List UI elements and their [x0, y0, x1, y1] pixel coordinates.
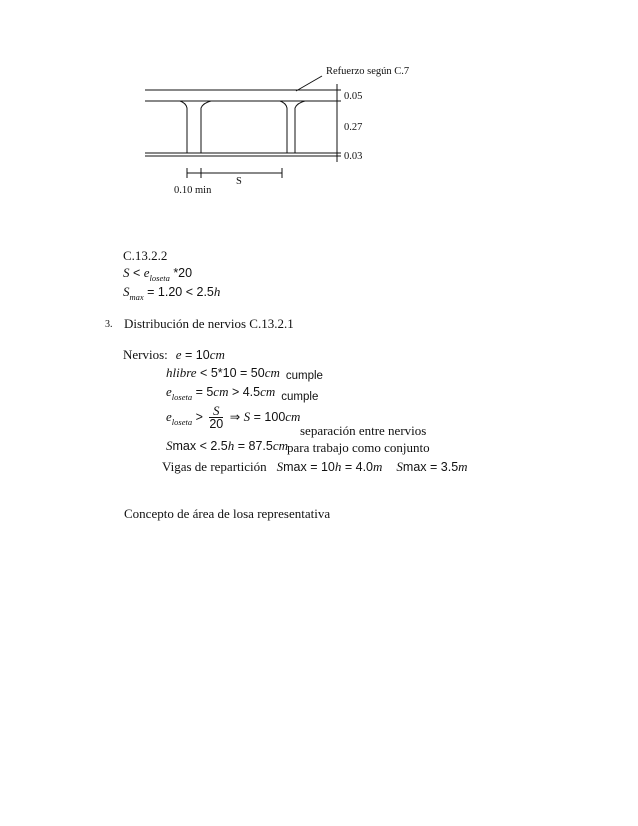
eq1-op: < — [129, 266, 144, 280]
smax-h: h — [227, 438, 235, 453]
nervios-label: Nervios: — [123, 347, 168, 362]
hlibre-lhs: hlibre — [166, 365, 197, 380]
frac-e: e — [166, 409, 172, 425]
e-rhs: = 10 — [181, 348, 210, 362]
smax-val: = 87.5 — [234, 439, 273, 453]
eloseta-unit1: cm — [213, 384, 229, 399]
frac-unit: cm — [285, 409, 301, 425]
eq2-sub: max — [129, 292, 144, 302]
frac-s: S — [243, 409, 251, 425]
separacion-note: separación entre nervios — [300, 423, 427, 438]
frac-num: S — [209, 404, 223, 418]
concepto-heading: Concepto de área de losa representativa — [124, 506, 331, 521]
reinforcement-label-text: Refuerzo según C.7 — [326, 66, 410, 77]
hlibre-rhs: < 5*10 = 50 — [196, 366, 265, 380]
eloseta-sub: loseta — [171, 392, 193, 402]
hlibre-line — [166, 364, 323, 382]
vigas-m1: m — [373, 459, 383, 474]
hlibre-unit: cm — [264, 365, 280, 380]
vigas-s2: S — [396, 459, 403, 474]
vigas-line — [162, 458, 468, 476]
fraction-line — [166, 404, 300, 431]
eq1-lhs: S — [123, 265, 130, 280]
vigas-eq2: max = 3.5 — [402, 460, 459, 474]
cumple-1: cumple — [285, 370, 323, 382]
smax-unit: cm — [272, 438, 288, 453]
e-lhs: e — [175, 347, 182, 362]
item-number: 3. — [105, 319, 113, 330]
slab-section-diagram — [0, 0, 638, 230]
equation-smax — [123, 283, 220, 301]
e-unit: cm — [209, 347, 225, 362]
smax-s: S — [166, 438, 173, 453]
eloseta-unit2: cm — [260, 384, 276, 399]
section-reference: C.13.2.2 — [123, 248, 168, 263]
cumple-2: cumple — [281, 391, 319, 403]
spacing-label: S — [236, 176, 242, 187]
eq2-h: h — [213, 284, 221, 299]
vigas-eq1b: = 4.0 — [341, 460, 374, 474]
smax-line — [166, 437, 288, 455]
smax-rhs: max < 2.5 — [172, 439, 228, 453]
dimension-middle: 0.27 — [344, 122, 363, 133]
frac-den: 20 — [209, 417, 224, 431]
reinforcement-label — [326, 66, 409, 78]
nervios-line — [123, 346, 225, 364]
frac-rhs: = 100 — [250, 410, 286, 425]
fraction — [209, 404, 223, 431]
eloseta-gt: > 4.5 — [228, 385, 261, 399]
para-trabajo-note: para trabajo como conjunto — [287, 440, 430, 455]
eloseta-rhs: = 5 — [192, 385, 214, 399]
eq1-sub: loseta — [149, 273, 170, 283]
vigas-m2: m — [458, 459, 468, 474]
item-title: Distribución de nervios C.13.2.1 — [124, 316, 294, 331]
vigas-label: Vigas de repartición — [162, 459, 267, 474]
vigas-h: h — [334, 459, 342, 474]
frac-impl: ⇒ — [226, 410, 244, 425]
eloseta-line — [166, 383, 318, 401]
vigas-s1: S — [276, 459, 284, 474]
frac-sub: loseta — [171, 417, 193, 428]
min-width-label: 0.10 min — [174, 185, 212, 196]
vigas-eq1: max = 10 — [283, 460, 335, 474]
eq1-rhs: *20 — [169, 266, 193, 280]
eq1-e: e — [143, 265, 150, 280]
frac-gt: > — [192, 410, 207, 425]
equation-s-lt-eloseta — [123, 264, 192, 282]
eloseta-e: e — [166, 384, 172, 399]
eq2-lhs: S — [123, 284, 130, 299]
dimension-bottom: 0.03 — [344, 151, 363, 162]
dimension-top: 0.05 — [344, 91, 363, 102]
eq2-rhs: = 1.20 < 2.5 — [143, 285, 214, 299]
